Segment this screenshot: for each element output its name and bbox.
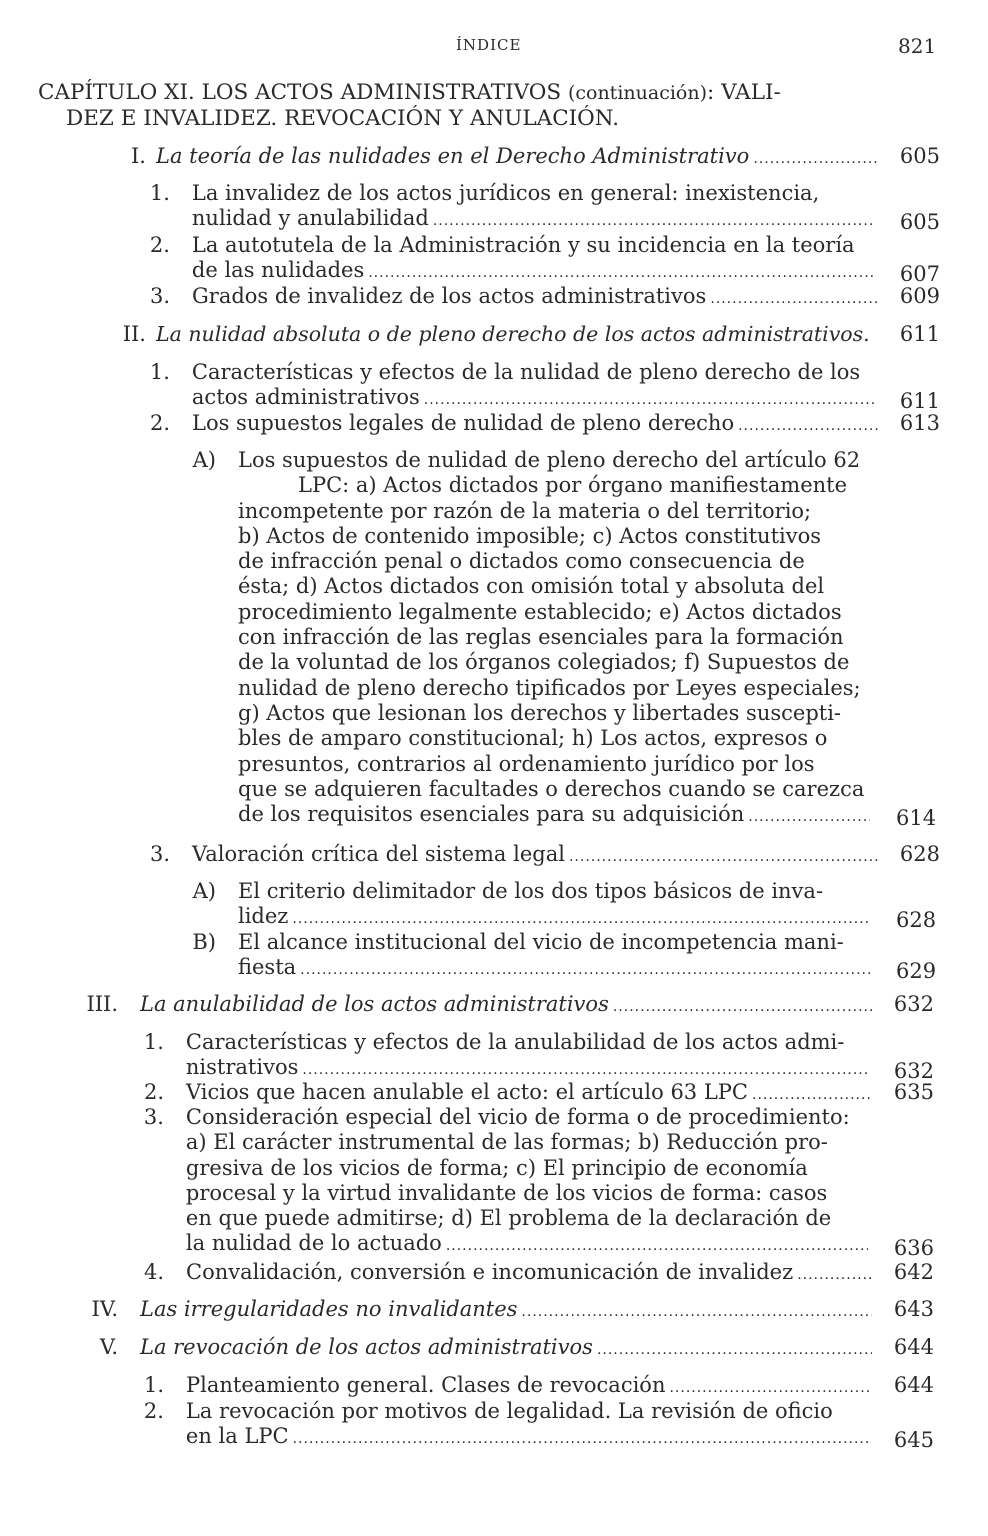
toc-item-v-2 [134, 1399, 934, 1452]
subitem-text-line: procedimiento legalmente establecido; e) Actos dictados [238, 599, 842, 624]
item-number: 3. [149, 842, 170, 866]
toc-item-iii-1 [134, 1030, 934, 1083]
toc-section-iii [62, 992, 934, 1016]
item-text-line: la nulidad de lo actuado [185, 1231, 442, 1256]
subitem-text-line: b) Actos de contenido imposible; c) Actos constitutivos [238, 523, 822, 548]
section-title: La nulidad absoluta o de pleno derecho de los actos administrativos. [156, 322, 870, 346]
subitem-text-line: LPC: a) Actos dictados por órgano manifiestamente [298, 473, 848, 498]
toc-item-v-1 [134, 1373, 934, 1397]
item-page: 642 [893, 1260, 934, 1284]
section-page: 605 [899, 144, 940, 168]
item-text-line: gresiva de los vicios de forma; c) El principio de economía [185, 1155, 808, 1180]
subitem-text-line: presuntos, contrarios al ordenamiento jurídico por los [238, 751, 815, 776]
toc-subitem-ii-2-a [186, 448, 940, 830]
section-number: III. [86, 992, 118, 1016]
item-text-line: La invalidez de los actos jurídicos en general: inexistencia, [191, 181, 820, 205]
item-number: 2. [149, 411, 170, 435]
item-page: 609 [899, 284, 940, 308]
item-number: 3. [143, 1105, 164, 1129]
item-number: 1. [143, 1373, 164, 1397]
subitem-text-line: nulidad de pleno derecho tipificados por Leyes especiales; [238, 675, 861, 700]
item-text-line: La revocación por motivos de legalidad. La revisión de oficio [185, 1399, 833, 1423]
running-header-title: ÍNDICE [456, 36, 522, 54]
item-number: 2. [143, 1399, 164, 1423]
running-header-page-number: 821 [898, 34, 937, 58]
item-text-line: Grados de invalidez de los actos administrativos [192, 284, 707, 308]
item-page: 636 [893, 1235, 934, 1260]
item-text-line: de las nulidades [191, 258, 365, 282]
section-number: IV. [91, 1297, 118, 1321]
item-text-line: Características y efectos de la anulabilidad de los actos admi- [185, 1030, 845, 1054]
chapter-heading [38, 80, 886, 131]
toc-item-i-2 [140, 233, 940, 286]
item-page: 605 [899, 210, 940, 234]
item-number: 1. [149, 181, 170, 205]
item-page: 607 [899, 262, 940, 286]
item-number: 3. [149, 284, 170, 308]
item-text-line: Convalidación, conversión e incomunicación de invalidez [186, 1260, 794, 1284]
item-text-line: a) El carácter instrumental de las formas; b) Reducción pro- [185, 1130, 828, 1155]
section-page: 644 [893, 1335, 934, 1359]
section-page: 632 [893, 992, 934, 1016]
toc-item-i-3 [140, 284, 940, 308]
subitem-text-line: lidez [238, 904, 289, 928]
section-title: La revocación de los actos administrativos [140, 1335, 593, 1359]
toc-item-iii-2 [134, 1080, 934, 1104]
toc-subitem-ii-3-a [186, 879, 940, 932]
subitem-text-line: fiesta [238, 955, 297, 979]
item-page: 611 [899, 389, 940, 413]
item-text-line: procesal y la virtud invalidante de los vicios de forma: casos [185, 1180, 828, 1205]
subitem-text-line: El criterio delimitador de los dos tipos básicos de inva- [238, 879, 824, 903]
toc-item-ii-3 [140, 842, 940, 866]
section-number: I. [131, 144, 146, 168]
toc-item-iii-4 [134, 1260, 934, 1284]
section-title: La anulabilidad de los actos administrativos [140, 992, 609, 1016]
item-page: 632 [893, 1059, 934, 1083]
toc-section-v [62, 1335, 934, 1359]
toc-item-i-1 [140, 181, 940, 234]
item-page: 635 [893, 1080, 934, 1104]
item-text-line: Características y efectos de la nulidad de pleno derecho de los [191, 360, 861, 384]
section-number: V. [99, 1335, 118, 1359]
subitem-text-line: g) Actos que lesionan los derechos y libertades suscepti- [238, 700, 842, 725]
subitem-text-line: que se adquieren facultades o derechos cuando se carezca [238, 776, 865, 801]
item-number: 4. [143, 1260, 164, 1284]
section-number: II. [122, 322, 146, 346]
toc-subitem-ii-3-b [186, 930, 940, 983]
subitem-text-line: Los supuestos de nulidad de pleno derecho del artículo 62 [238, 448, 861, 472]
section-page: 611 [899, 322, 940, 346]
section-page: 643 [893, 1297, 934, 1321]
section-title: Las irregularidades no invalidantes [140, 1297, 518, 1321]
subitem-text-line: de infracción penal o dictados como consecuencia de [238, 549, 805, 574]
subitem-text-line: incompetente por razón de la materia o del territorio; [238, 498, 812, 523]
subitem-letter: A) [192, 879, 216, 903]
item-page: 644 [893, 1373, 934, 1397]
toc-section-i [90, 144, 940, 168]
toc-section-iv [62, 1297, 934, 1321]
item-text-line: actos administrativos [191, 385, 420, 409]
item-number: 2. [143, 1080, 164, 1104]
item-text-line: Vicios que hacen anulable el acto: el artículo 63 LPC [186, 1080, 748, 1104]
item-number: 2. [149, 233, 170, 257]
item-text-line: Los supuestos legales de nulidad de pleno derecho [192, 411, 735, 435]
subitem-text-line: bles de amparo constitucional; h) Los actos, expresos o [238, 726, 828, 751]
toc-item-ii-2 [140, 411, 940, 435]
item-text-line: Consideración especial del vicio de forma o de procedimiento: [185, 1105, 850, 1129]
item-number: 1. [149, 360, 170, 384]
subitem-page: 614 [896, 806, 937, 831]
section-title: La teoría de las nulidades en el Derecho Administrativo [156, 144, 750, 168]
subitem-text-line: El alcance institucional del vicio de incompetencia mani- [238, 930, 844, 954]
item-text-line: en la LPC [185, 1424, 289, 1448]
item-page: 613 [899, 411, 940, 435]
item-number: 1. [143, 1030, 164, 1054]
subitem-text-line: ésta; d) Actos dictados con omisión total y absoluta del [238, 574, 825, 599]
item-page: 645 [893, 1428, 934, 1452]
toc-item-ii-1 [140, 360, 940, 413]
item-text-line: Valoración crítica del sistema legal [192, 842, 565, 866]
subitem-text-line: de los requisitos esenciales para su adquisición [238, 802, 745, 827]
subitem-text-line: de la voluntad de los órganos colegiados; f) Supuestos de [238, 650, 850, 675]
toc-section-ii [90, 322, 940, 346]
chapter-heading-line-2: DEZ E INVALIDEZ. REVOCACIÓN Y ANULACIÓN. [66, 106, 620, 131]
item-text-line: en que puede admitirse; d) El problema de la declaración de [185, 1206, 832, 1231]
subitem-page: 629 [896, 959, 937, 983]
subitem-text-line: con infracción de las reglas esenciales para la formación [238, 625, 844, 650]
toc-item-iii-3 [134, 1105, 934, 1260]
item-text-line: La autotutela de la Administración y su incidencia en la teoría [191, 233, 855, 257]
subitem-letter: A) [192, 448, 216, 472]
item-text-line: nistrativos [185, 1055, 299, 1079]
subitem-page: 628 [896, 908, 937, 932]
item-text-line: Planteamiento general. Clases de revocación [186, 1373, 666, 1397]
item-text-line: nulidad y anulabilidad [191, 206, 429, 230]
chapter-heading-line-1: CAPÍTULO XI. LOS ACTOS ADMINISTRATIVOS (continuación): VALI- [38, 80, 781, 105]
subitem-letter: B) [192, 930, 216, 954]
item-page: 628 [899, 842, 940, 866]
